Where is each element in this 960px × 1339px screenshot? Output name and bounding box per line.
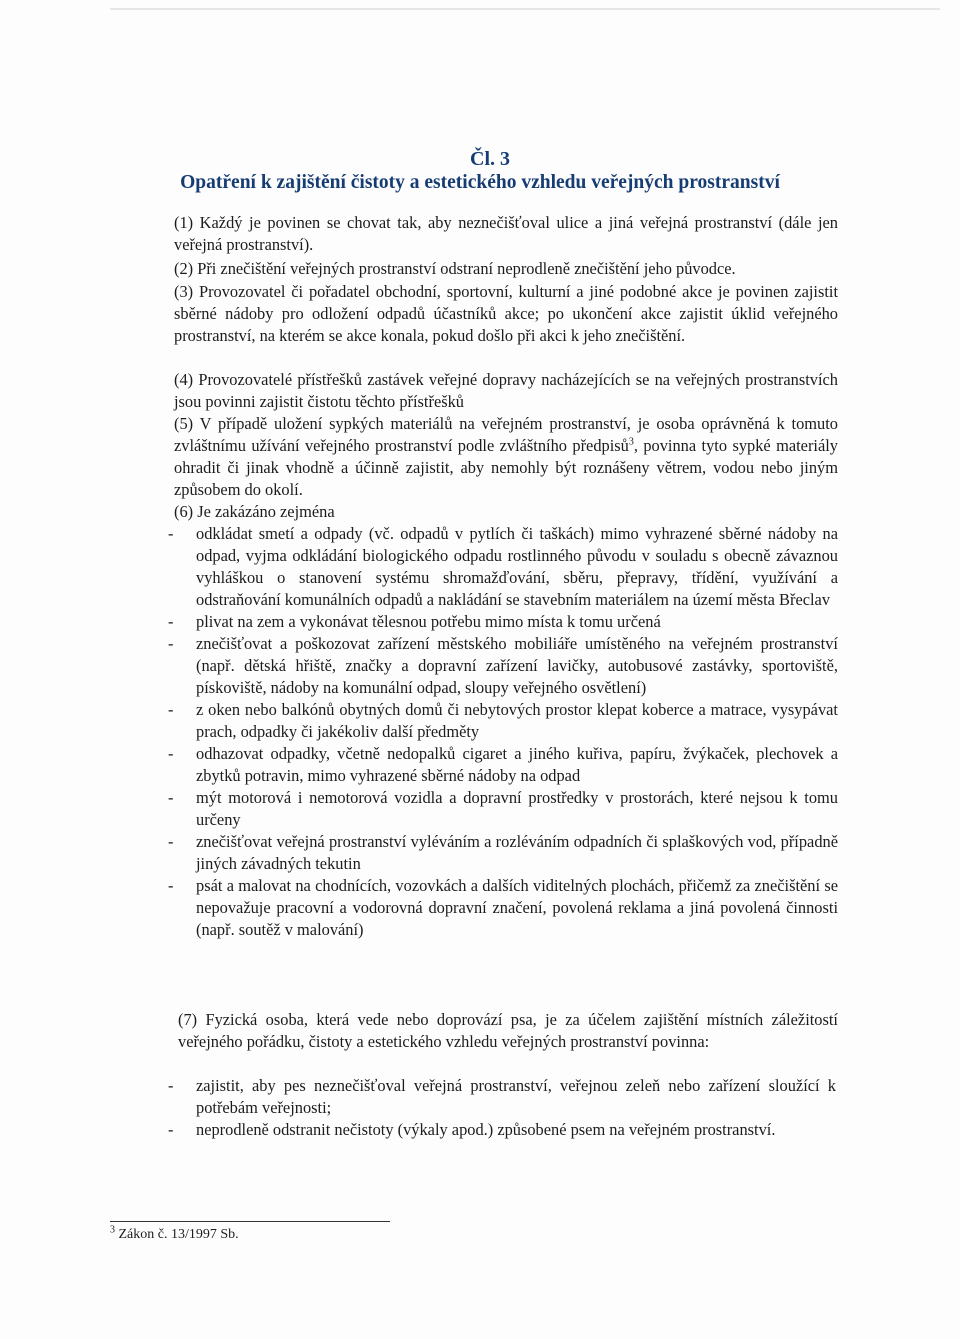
- list-item: - znečišťovat a poškozovat zařízení městského mobiliáře umístěného na veřejném prostranství (např. dětská hřiště, značky a dopravní zařízení lavičky, autobusové zastávky, sportoviště, pískoviště, nádoby na komunální odpad, sloupy veřejného osvětlení): [196, 633, 838, 699]
- list-item: - znečišťovat veřejná prostranství vyléváním a rozléváním odpadních či splaškových vod, případně jiných závadných tekutin: [196, 831, 838, 875]
- list-item: - odhazovat odpadky, včetně nedopalků cigaret a jiného kuřiva, papíru, žvýkaček, plechovek a zbytků potravin, mimo vyhrazené sběrné nádoby na odpad: [196, 743, 838, 787]
- list-item: - zajistit, aby pes neznečišťoval veřejná prostranství, veřejnou zeleň nebo zařízení sloužící k potřebám veřejnosti;: [196, 1075, 836, 1119]
- footnote-ref: 3: [628, 436, 634, 448]
- scan-edge-line: [110, 8, 940, 10]
- paragraph-6-list: [196, 523, 838, 941]
- paragraph-7: (7) Fyzická osoba, která vede nebo doprovází psa, je za účelem zajištění místních záležitostí veřejného pořádku, čistoty a estetického vzhledu veřejných prostranství povinna:: [178, 1010, 838, 1051]
- paragraph-5-text: (5) V případě uložení sypkých materiálů na veřejném prostranství, je osoba oprávněná k tomuto zvláštnímu užívání veřejného prostranství podle zvláštního předpisů: [174, 414, 838, 455]
- paragraph-7-list: [196, 1075, 836, 1141]
- paragraph-4: (4) Provozovatelé přístřešků zastávek veřejné dopravy nacházejících se na veřejných prostranstvích jsou povinni zajistit čistotu těchto přístřešků: [174, 370, 838, 411]
- article-number: Čl. 3: [470, 148, 510, 170]
- footnote-divider: [110, 1221, 390, 1222]
- list-item: - z oken nebo balkónů obytných domů či nebytových prostor klepat koberce a matrace, vysypávat prach, odpadky či jakékoliv další předměty: [196, 699, 838, 743]
- footnote-text: Zákon č. 13/1997 Sb.: [115, 1227, 239, 1242]
- footnote-number: 3: [110, 1224, 115, 1236]
- paragraph-5: [174, 413, 838, 501]
- paragraph-6-heading: (6) Je zakázáno zejména: [174, 502, 335, 521]
- list-item: - mýt motorová i nemotorová vozidla a dopravní prostředky v prostorách, které nejsou k tomu určeny: [196, 787, 838, 831]
- list-item: - neprodleně odstranit nečistoty (výkaly apod.) způsobené psem na veřejném prostranství.: [196, 1119, 836, 1141]
- paragraph-3: (3) Provozovatel či pořadatel obchodní, sportovní, kulturní a jiné podobné akce je povinen zajistit sběrné nádoby pro odložení odpadů účastníků akce; po ukončení akce zajistit úklid veřejného prostranství, na kterém se akce konala, pokud došlo při akci k jeho znečištění.: [174, 282, 838, 345]
- list-item: - odkládat smetí a odpady (vč. odpadů v pytlích či taškách) mimo vyhrazené sběrné nádoby na odpad, vyjma odkládání biologického odpadu rostlinného původu v souladu s obecně závaznou vyhláškou o stanovení systému shromažďování, sběru, přepravy, třídění, využívání a odstraňování komunálních odpadů a nakládání se stavebním materiálem na území města Břeclav: [196, 523, 838, 611]
- paragraph-5-text-end: , povinna tyto sypké materiály ohradit či jinak vhodně a účinně zajistit, aby nemohly být roznášeny větrem, vodou nebo jiným způsobem do okolí.: [174, 436, 838, 499]
- paragraph-2: (2) Při znečištění veřejných prostranství odstraní neprodleně znečištění jeho původce.: [174, 259, 736, 278]
- paragraph-1: (1) Každý je povinen se chovat tak, aby neznečišťoval ulice a jiná veřejná prostranství (dále jen veřejná prostranství).: [174, 213, 838, 254]
- list-item: - psát a malovat na chodnících, vozovkách a dalších viditelných plochách, přičemž za znečištění se nepovažuje pracovní a vodorovná dopravní značení, povolená reklama a jiná povolená činnosti (např. soutěž v malování): [196, 875, 838, 941]
- list-item: - plivat na zem a vykonávat tělesnou potřebu mimo místa k tomu určená: [196, 611, 838, 633]
- article-title: Opatření k zajištění čistoty a estetického vzhledu veřejných prostranství: [180, 172, 780, 193]
- footnote: [110, 1224, 239, 1243]
